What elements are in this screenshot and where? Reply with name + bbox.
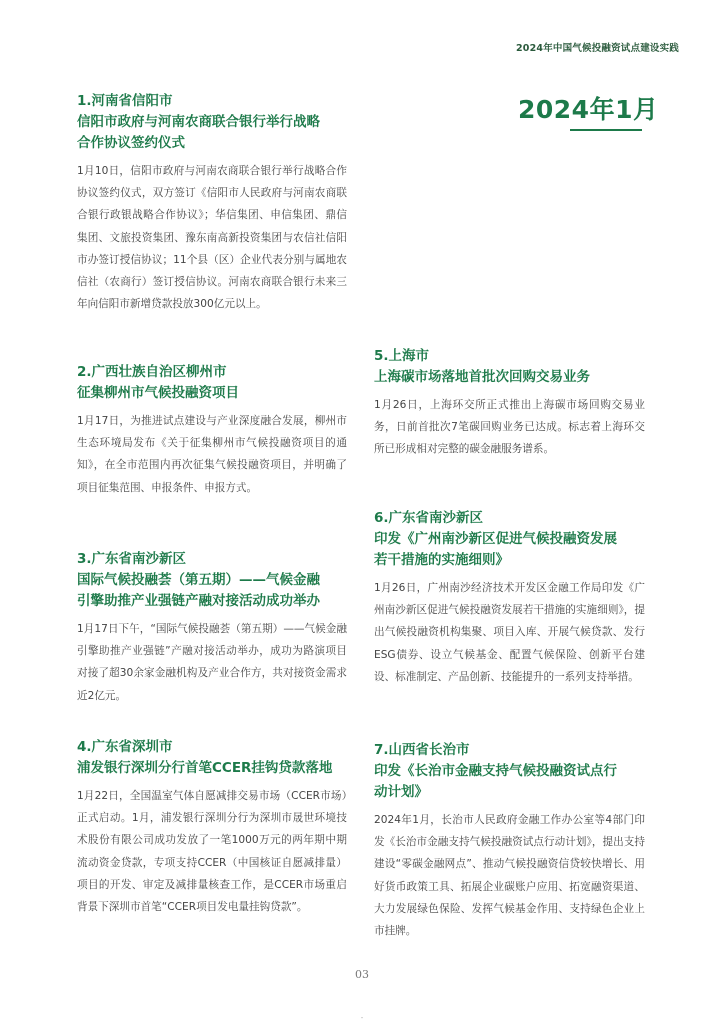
item-region: 7.山西省长治市 xyxy=(374,742,470,758)
item-headline: 国际气候投融荟（第五期）——气候金融 xyxy=(77,572,320,588)
running-header: 2024年中国气候投融资试点建设实践 xyxy=(515,43,679,54)
page-number: 03 xyxy=(355,968,369,981)
news-item xyxy=(374,740,645,942)
item-headline: 引擎助推产业强链产融对接活动成功举办 xyxy=(77,593,320,609)
item-headline: 印发《长治市金融支持气候投融资试点行 xyxy=(374,763,617,779)
item-region: 6.广东省南沙新区 xyxy=(374,510,484,526)
news-item xyxy=(77,91,347,315)
item-body: 2024年1月，长治市人民政府金融工作办公室等4部门印发《长治市金融支持气候投融资试点行动计划》，提出支持建设“零碳金融网点”、推动气候投融资信贷较快增长、用好货币政策工具、拓展企业碳账户应用、拓宽融资渠道、大力发展绿色保险、发挥气候基金作用、支持绿色企业上市挂牌。 xyxy=(374,814,645,938)
news-item xyxy=(374,508,645,688)
news-item xyxy=(374,346,645,461)
item-region: 3.广东省南沙新区 xyxy=(77,551,187,567)
item-headline: 浦发银行深圳分行首笔CCER挂钩贷款落地 xyxy=(77,760,333,776)
news-item xyxy=(77,549,347,707)
month-underline xyxy=(570,129,642,131)
item-headline: 合作协议签约仪式 xyxy=(77,135,185,151)
page-footer-mark: - xyxy=(360,1014,364,1022)
item-region: 2.广西壮族自治区柳州市 xyxy=(77,364,227,380)
item-headline: 动计划》 xyxy=(374,784,428,800)
item-headline: 上海碳市场落地首批次回购交易业务 xyxy=(374,369,590,385)
item-body: 1月26日，上海环交所正式推出上海碳市场回购交易业务，日前首批次7笔碳回购业务已达成。标志着上海环交所已形成相对完整的碳金融服务谱系。 xyxy=(374,399,645,456)
news-item xyxy=(77,737,347,918)
item-body: 1月17日下午，“国际气候投融荟（第五期）——气候金融引擎助推产业强链”产融对接活动举办，成功为路演项目对接了超30余家金融机构及产业合作方，共对接资金需求近2亿元。 xyxy=(77,623,347,702)
item-body: 1月17日，为推进试点建设与产业深度融合发展，柳州市生态环境局发布《关于征集柳州市气候投融资项目的通知》，在全市范围内再次征集气候投融资项目，并明确了项目征集范围、申报条件、申报方式。 xyxy=(77,415,347,494)
item-headline: 印发《广州南沙新区促进气候投融资发展 xyxy=(374,531,617,547)
item-body: 1月26日，广州南沙经济技术开发区金融工作局印发《广州南沙新区促进气候投融资发展若干措施的实施细则》，提出气候投融资机构集聚、项目入库、开展气候贷款、发行ESG债券、设立气候基金、配置气候保险、创新平台建设、标准制定、产品创新、技能提升的一系列支持举措。 xyxy=(374,582,645,683)
month-heading: 2024年1月 xyxy=(518,95,659,124)
item-region: 5.上海市 xyxy=(374,348,430,364)
item-headline: 信阳市政府与河南农商联合银行举行战略 xyxy=(77,114,320,130)
item-region: 1.河南省信阳市 xyxy=(77,93,173,109)
item-body: 1月10日，信阳市政府与河南农商联合银行举行战略合作协议签约仪式，双方签订《信阳市人民政府与河南农商联合银行政银战略合作协议》；华信集团、申信集团、鼎信集团、文旅投资集团、豫东南高新投资集团与农信社信阳市办签订授信协议；11个县（区）企业代表分别与属地农信社（农商行）签订授信协议。河南农商联合银行未来三年向信阳市新增贷款投放300亿元以上。 xyxy=(77,165,347,311)
item-body: 1月22日，全国温室气体自愿减排交易市场（CCER市场）正式启动。1月，浦发银行深圳分行为深圳市晟世环境技术股份有限公司成功发放了一笔1000万元的两年期中期流动资金贷款，专项支持CCER（中国核证自愿减排量）项目的开发、审定及减排量核查工作，是CCER市场重启背景下深圳市首笔“CCER项目发电量挂钩贷款”。 xyxy=(77,790,347,914)
item-region: 4.广东省深圳市 xyxy=(77,739,173,755)
item-headline: 征集柳州市气候投融资项目 xyxy=(77,385,239,401)
news-item xyxy=(77,362,347,499)
item-headline: 若干措施的实施细则》 xyxy=(374,552,509,568)
